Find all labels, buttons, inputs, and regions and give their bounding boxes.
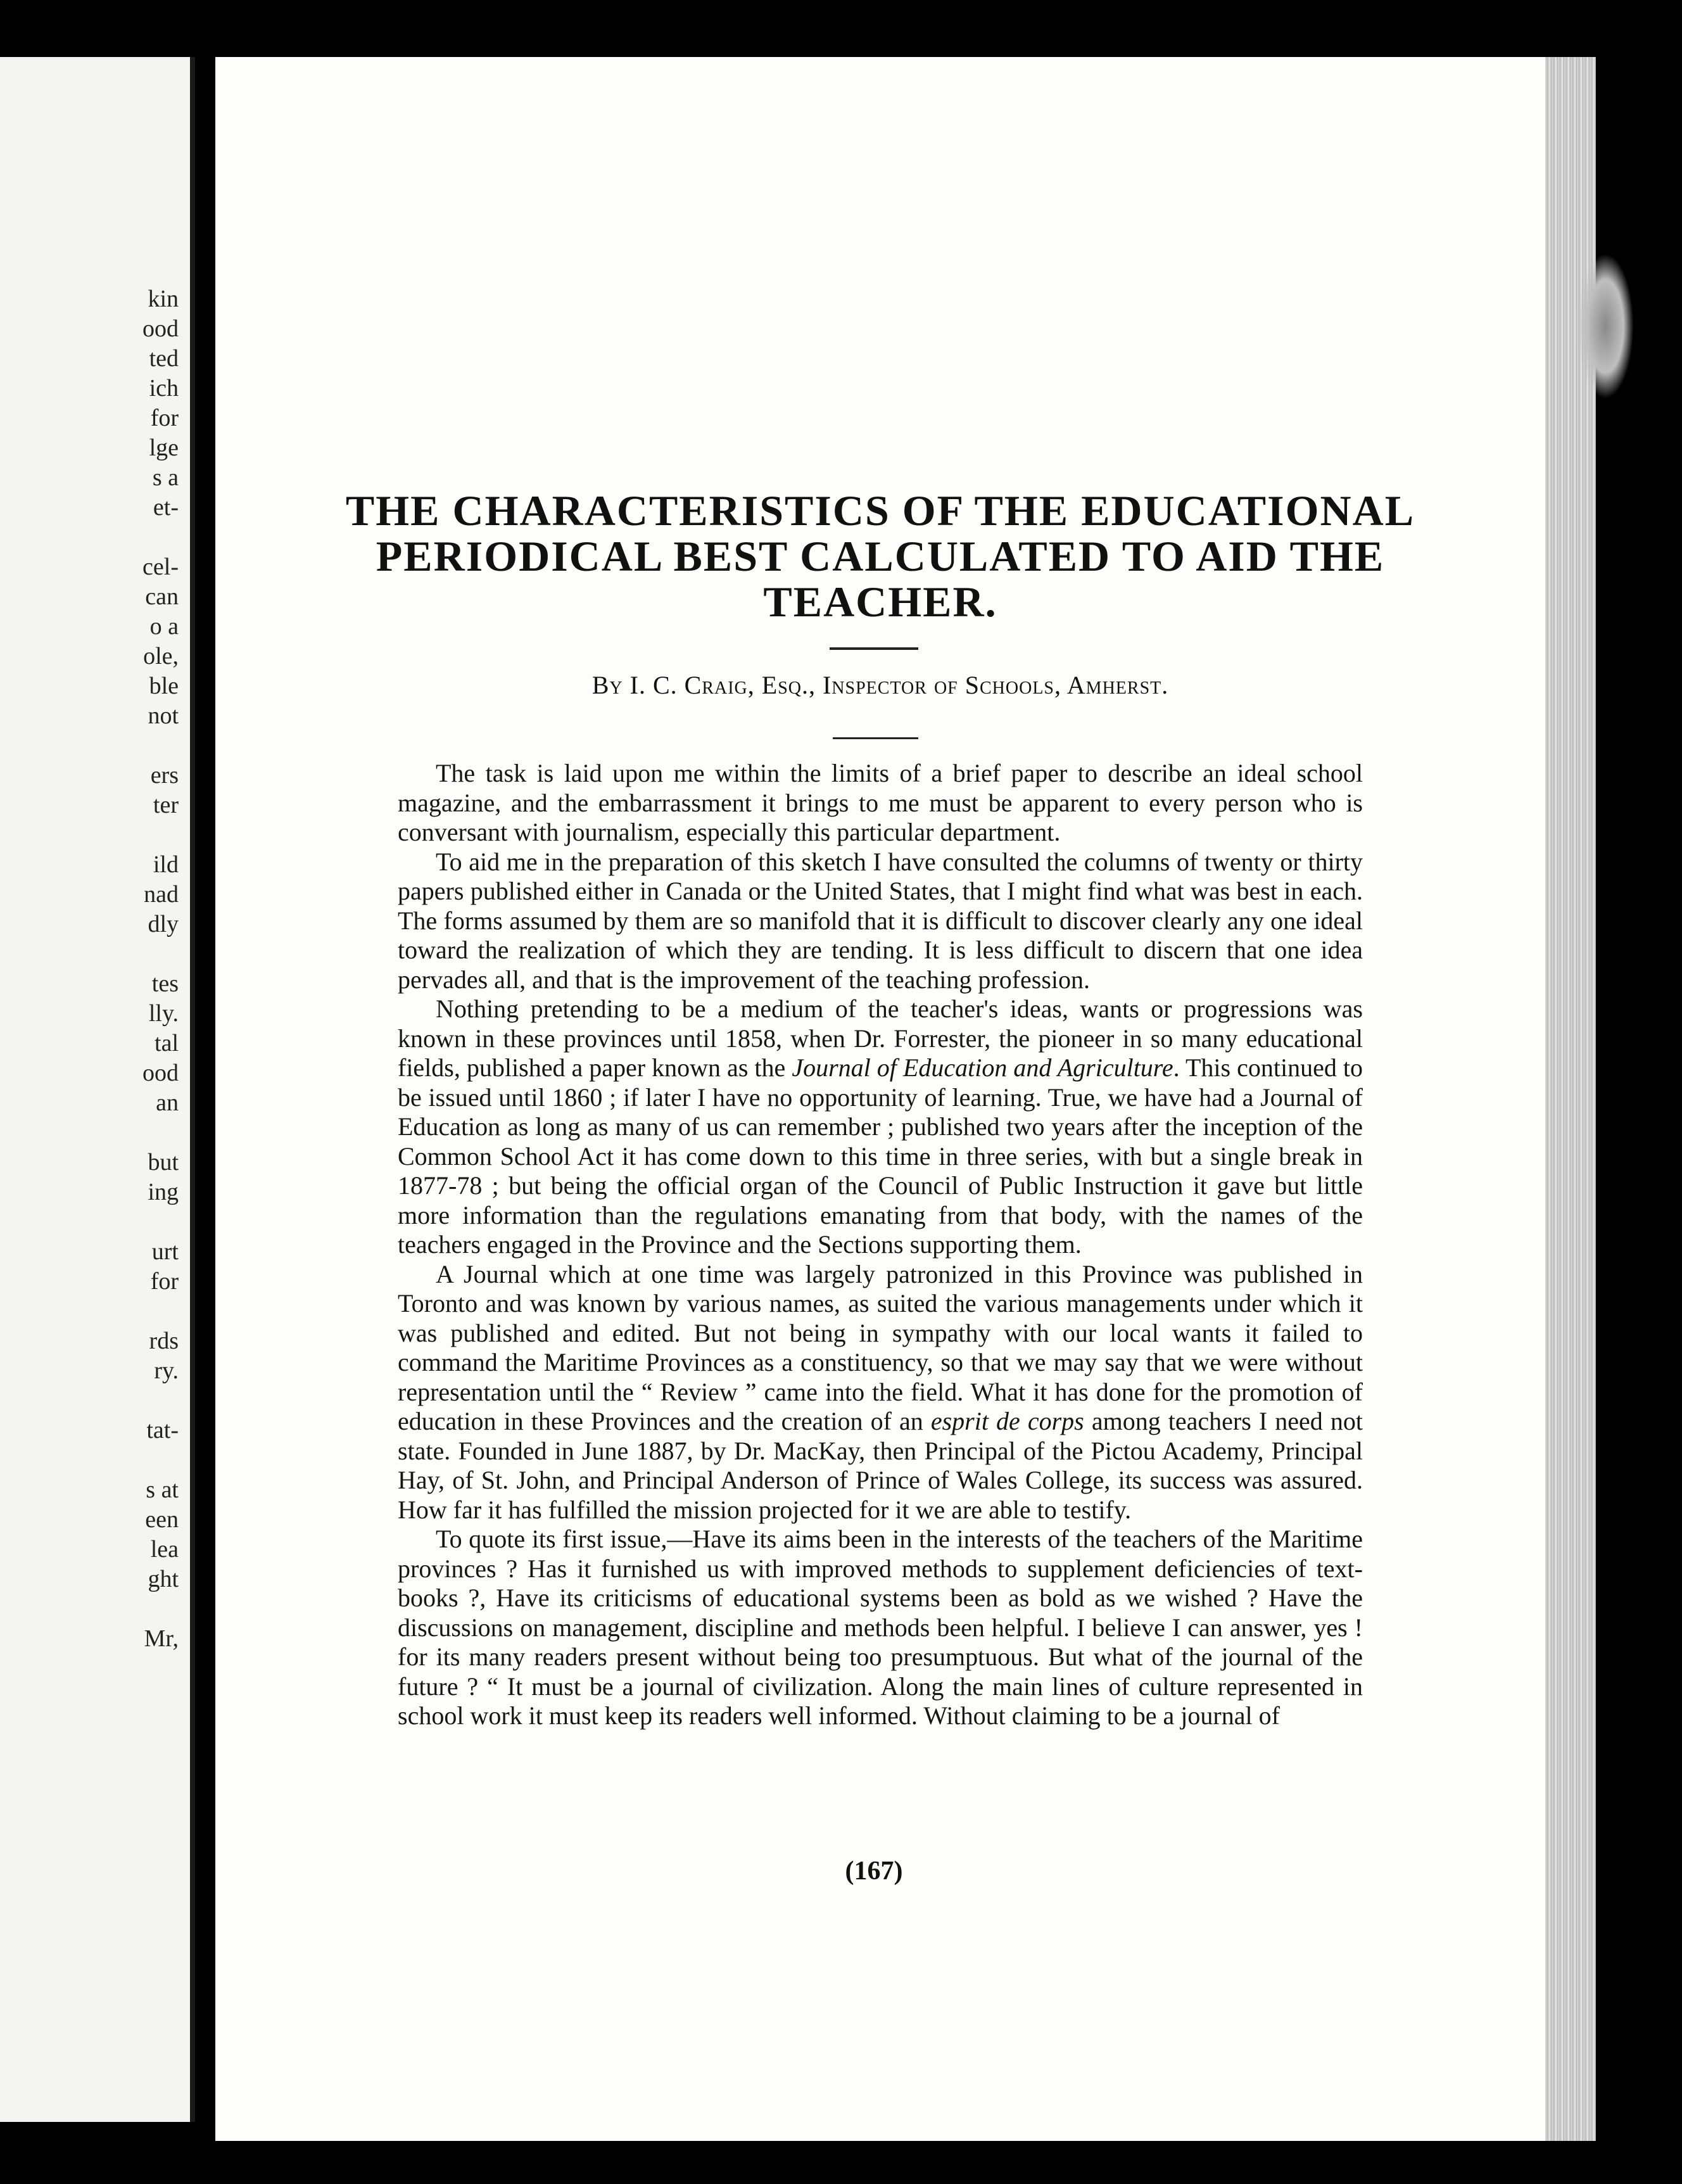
title-rule — [830, 647, 918, 650]
facing-page-word-fragment: urt — [151, 1238, 179, 1265]
article-body — [398, 759, 1363, 1731]
facing-page-word-fragment: ter — [153, 792, 179, 818]
facing-page-word-fragment: s at — [146, 1476, 179, 1503]
facing-page-word-fragment: ers — [150, 762, 179, 789]
facing-page-word-fragment: tal — [155, 1030, 179, 1057]
italic-phrase: esprit de corps — [930, 1407, 1084, 1435]
facing-page-fragment — [0, 57, 195, 2122]
facing-page-word-fragment: een — [145, 1506, 179, 1533]
facing-page-word-fragment: ble — [149, 673, 179, 699]
facing-page-word-fragment: ood — [142, 315, 179, 342]
byline-rule — [833, 737, 918, 739]
facing-page-word-fragment: kin — [148, 286, 179, 312]
facing-page-word-fragment: et- — [153, 494, 179, 521]
paragraph: To quote its first issue,—Have its aims been in the interests of the teachers of the Maritime provinces ? Has it furnished us with improved methods to supplement deficiencies of text-books ?, Have its criticisms of educational systems been as bold as we wished ? Have the discussions on management, discipline and methods been helpful. I believe I can answer, yes ! for its many readers present without being too presumptuous. But what of the journal of the future ? “ It must be a journal of civilization. Along the main lines of culture represented in school work it must keep its readers well informed. Without claiming to be a journal of — [398, 1525, 1363, 1730]
facing-page-word-fragment: ild — [153, 851, 179, 878]
byline-author: By I. C. Craig, Esq., — [591, 671, 823, 699]
paper-stain — [1577, 253, 1634, 399]
paragraph: Nothing pretending to be a medium of the teacher's ideas, wants or progressions was known in these provinces until 1858, when Dr. Forrester, the pioneer in so many educational fields, published a paper known as the Journal of Education and Agriculture. This continued to be issued until 1860 ; if later I have no opportunity of learning. True, we have had a Journal of Education as long as many of us can remember ; published two years after the inception of the Common School Act it has come down to this time in three series, with but a single break in 1877-78 ; but being the official organ of the Council of Public Instruction it gave but little more information than the regulations emanating from that body, with the names of the teachers engaged in the Province and the Sections supporting them. — [398, 994, 1363, 1259]
facing-page-word-fragment: tes — [151, 970, 179, 997]
facing-page-word-fragment: ich — [149, 375, 179, 402]
facing-page-word-fragment: ry. — [154, 1357, 179, 1384]
byline — [342, 670, 1419, 700]
facing-page-word-fragment: s a — [152, 464, 179, 491]
paragraph: The task is laid upon me within the limits of a brief paper to describe an ideal school magazine, and the embarrassment it brings to me must be apparent to every person who is conversant with journalism, especially this particular department. — [398, 759, 1363, 846]
paragraph: To aid me in the preparation of this sketch I have consulted the columns of twenty or thirty papers published either in Canada or the United States, that I might find what was best in each. The forms assumed by them are so manifold that it is difficult to discover clearly any one ideal toward the realization of which they are tending. It is less difficult to discern that one idea pervades all, and that is the improvement of the teaching profession. — [398, 847, 1363, 994]
facing-page-word-fragment: ted — [149, 345, 179, 372]
facing-page-word-fragment: lea — [150, 1536, 179, 1563]
facing-page-word-fragment: an — [156, 1089, 179, 1116]
facing-page-word-fragment: ing — [148, 1179, 179, 1205]
facing-page-word-fragment: ght — [148, 1566, 179, 1592]
facing-page-word-fragment: lly. — [148, 1000, 179, 1027]
facing-page-word-fragment: ole, — [143, 643, 179, 670]
facing-page-word-fragment: rds — [149, 1328, 179, 1354]
facing-page-word-fragment: tat- — [146, 1417, 179, 1444]
facing-page-word-fragment: for — [150, 1268, 179, 1295]
facing-page-word-fragment: o a — [149, 613, 179, 640]
byline-office: Inspector of Schools, Amherst. — [822, 671, 1169, 699]
facing-page-word-fragment: but — [148, 1149, 179, 1176]
facing-page-word-fragment: ood — [142, 1060, 179, 1086]
facing-page-word-fragment: dly — [148, 911, 179, 937]
facing-page-word-fragment: nad — [144, 881, 179, 908]
italic-phrase: Journal of Education and Agriculture — [792, 1053, 1173, 1082]
facing-page-word-fragment: cel- — [142, 554, 179, 580]
facing-page-word-fragment: lge — [149, 435, 179, 461]
paragraph: A Journal which at one time was largely patronized in this Province was published in Toronto and was known by various names, as suited the various managements under which it was published and edited. But not being in sympathy with our local wants it failed to command the Maritime Provinces as a constituency, so that we may say that we were without representation until the “ Review ” came into the field. What it has done for the promotion of education in these Provinces and the creation of an esprit de corps among teachers I need not state. Founded in June 1887, by Dr. MacKay, then Principal of the Pictou Academy, Principal Hay, of St. John, and Principal Anderson of Prince of Wales College, its success was assured. How far it has fulfilled the mission projected for it we are able to testify. — [398, 1259, 1363, 1524]
page-number: (167) — [845, 1857, 903, 1886]
article-title: THE CHARACTERISTICS OF THE EDUCATIONAL PERIODICAL BEST CALCULATED TO AID THE TEACHER. — [345, 486, 1415, 626]
facing-page-word-fragment: not — [148, 702, 179, 729]
facing-page-word-fragment: for — [150, 405, 179, 431]
facing-page-word-fragment: can — [145, 583, 179, 610]
facing-page-word-fragment: Mr, — [144, 1625, 179, 1652]
